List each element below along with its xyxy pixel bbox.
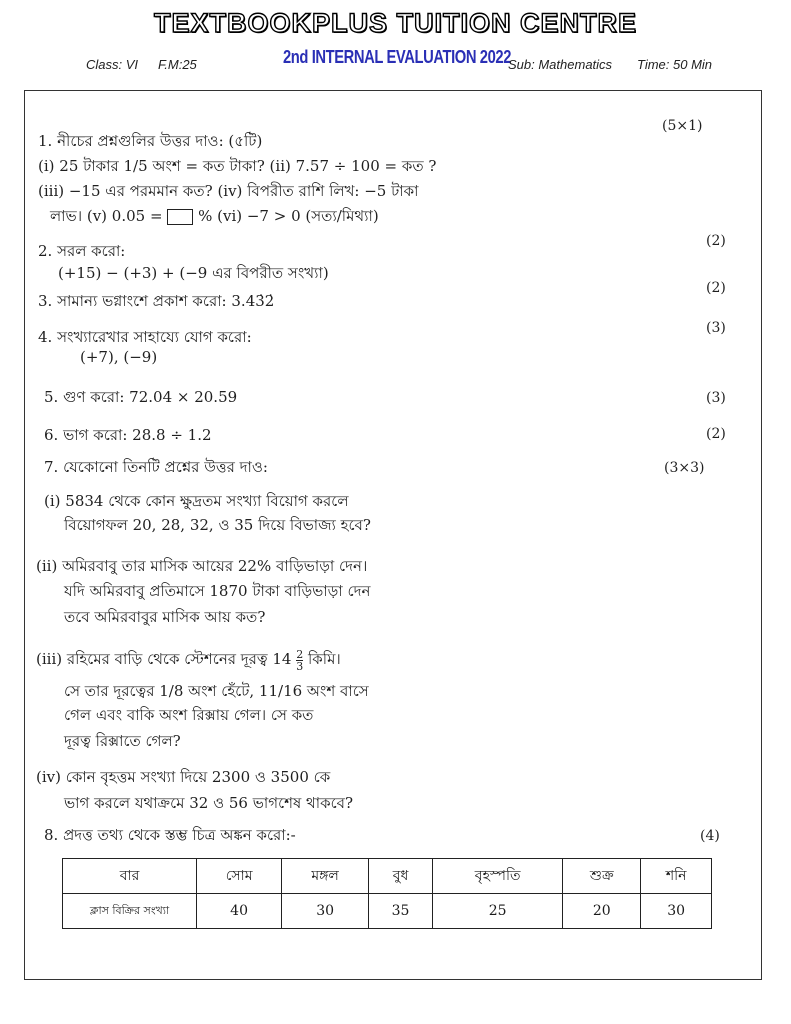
q5-heading: 5. গুণ করো: 72.04 × 20.59 [44, 388, 238, 406]
q7-iii-line-2: সে তার দূরত্বের 1/8 অংশ হেঁটে, 11/16 অংশ বাসে [64, 682, 369, 700]
table-cell: 25 [432, 894, 562, 929]
q3-heading: 3. সামান্য ভগ্নাংশে প্রকাশ করো: 3.43̇2̇ [38, 292, 275, 310]
q7-iv-line-1: (iv) কোন বৃহত্তম সংখ্যা দিয়ে 2300 ও 3500 কে [36, 768, 331, 786]
q1-line-1: (i) 25 টাকার 1/5 অংশ = কত টাকা? (ii) 7.57 ÷ 100 = কত ? [38, 157, 437, 175]
mixed-fraction-numerator: 2 [296, 647, 304, 661]
evaluation-title: 2nd INTERNAL EVALUATION 2022 [283, 47, 511, 67]
q1-line-3-start: লাভ। (v) 0.05 = [50, 207, 163, 225]
class-label: Class: VI [86, 57, 139, 72]
table-cell: 20 [563, 894, 641, 929]
q1-heading: 1. নীচের প্রশ্নগুলির উত্তর দাও: (৫টি) [38, 132, 263, 150]
table-header-cell: মঙ্গল [282, 859, 369, 894]
q8-marks: (4) [700, 828, 720, 844]
blank-box [167, 209, 193, 225]
q1-marks: (5×1) [662, 118, 703, 134]
full-marks-label: F.M:25 [158, 57, 197, 72]
table-cell: 35 [369, 894, 433, 929]
sales-table [62, 858, 712, 929]
mixed-fraction [296, 649, 303, 672]
time-label: Time: 50 Min [637, 57, 713, 72]
q5-marks: (3) [706, 390, 726, 406]
q6-marks: (2) [706, 426, 726, 442]
q2-marks: (2) [706, 233, 726, 249]
table-header-cell: শুক্র [563, 859, 641, 894]
table-cell: 40 [197, 894, 282, 929]
q2-heading: 2. সরল করো: [38, 242, 126, 260]
centre-title: TEXTBOOKPLUS TUITION CENTRE [153, 8, 637, 38]
q1-line-3 [50, 205, 379, 230]
mixed-fraction-denominator: 3 [296, 659, 304, 673]
table-header-cell: বৃহস্পতি [432, 859, 562, 894]
q7-iii-line-1 [36, 648, 341, 673]
q7-ii-line-2: যদি অমিরবাবু প্রতিমাসে 1870 টাকা বাড়িভাড়া দেন [64, 582, 371, 600]
table-header-cell: শনি [641, 859, 712, 894]
table-cell: 30 [282, 894, 369, 929]
q7-ii-line-1: (ii) অমিরবাবু তার মাসিক আয়ের 22% বাড়িভাড়া দেন। [36, 557, 368, 575]
q1-line-3-end: % (vi) −7 > 0 (সত্য/মিথ্যা) [198, 207, 379, 225]
table-header-row [63, 859, 712, 894]
table-header-cell: সোম [197, 859, 282, 894]
table-row-label: ক্লাস বিক্রির সংখ্যা [63, 894, 197, 929]
q7-iv-line-2: ভাগ করলে যথাক্রমে 32 ও 56 ভাগশেষ থাকবে? [64, 794, 354, 812]
subject-label: Sub: Mathematics [508, 57, 613, 72]
q7-i-line-2: বিয়োগফল 20, 28, 32, ও 35 দিয়ে বিভাজ্য হবে? [64, 516, 371, 534]
table-cell: 30 [641, 894, 712, 929]
q2-expression: (+15) − (+3) + (−9 এর বিপরীত সংখ্যা) [58, 264, 329, 282]
q7-i-line-1: (i) 5834 থেকে কোন ক্ষুদ্রতম সংখ্যা বিয়োগ করলে [44, 492, 349, 510]
q7-iii-line-4: দূরত্ব রিক্সাতে গেল? [64, 732, 181, 750]
q7-marks: (3×3) [664, 460, 705, 476]
q4-marks: (3) [706, 320, 726, 336]
table-row [63, 894, 712, 929]
q6-heading: 6. ভাগ করো: 28.8 ÷ 1.2 [44, 426, 212, 444]
q4-heading: 4. সংখ্যারেখার সাহায্যে যোগ করো: [38, 328, 252, 346]
table-header-cell: বার [63, 859, 197, 894]
q8-heading: 8. প্রদত্ত তথ্য থেকে স্তম্ভ চিত্র অঙ্কন করো:- [44, 826, 296, 844]
q7-iii-line-1-start: (iii) রহিমের বাড়ি থেকে স্টেশনের দূরত্ব 14 [36, 650, 292, 668]
q7-ii-line-3: তবে অমিরবাবুর মাসিক আয় কত? [64, 608, 266, 626]
q7-heading: 7. যেকোনো তিনটি প্রশ্নের উত্তর দাও: [44, 458, 268, 476]
q7-iii-line-1-end: কিমি। [308, 650, 341, 668]
q4-expression: (+7), (−9) [80, 348, 158, 366]
q7-iii-line-3: গেল এবং বাকি অংশ রিক্সায় গেল। সে কত [64, 706, 314, 724]
table-header-cell: বুধ [369, 859, 433, 894]
q3-marks: (2) [706, 280, 726, 296]
q1-line-2: (iii) −15 এর পরমমান কত? (iv) বিপরীত রাশি লিখ: −5 টাকা [38, 182, 419, 200]
